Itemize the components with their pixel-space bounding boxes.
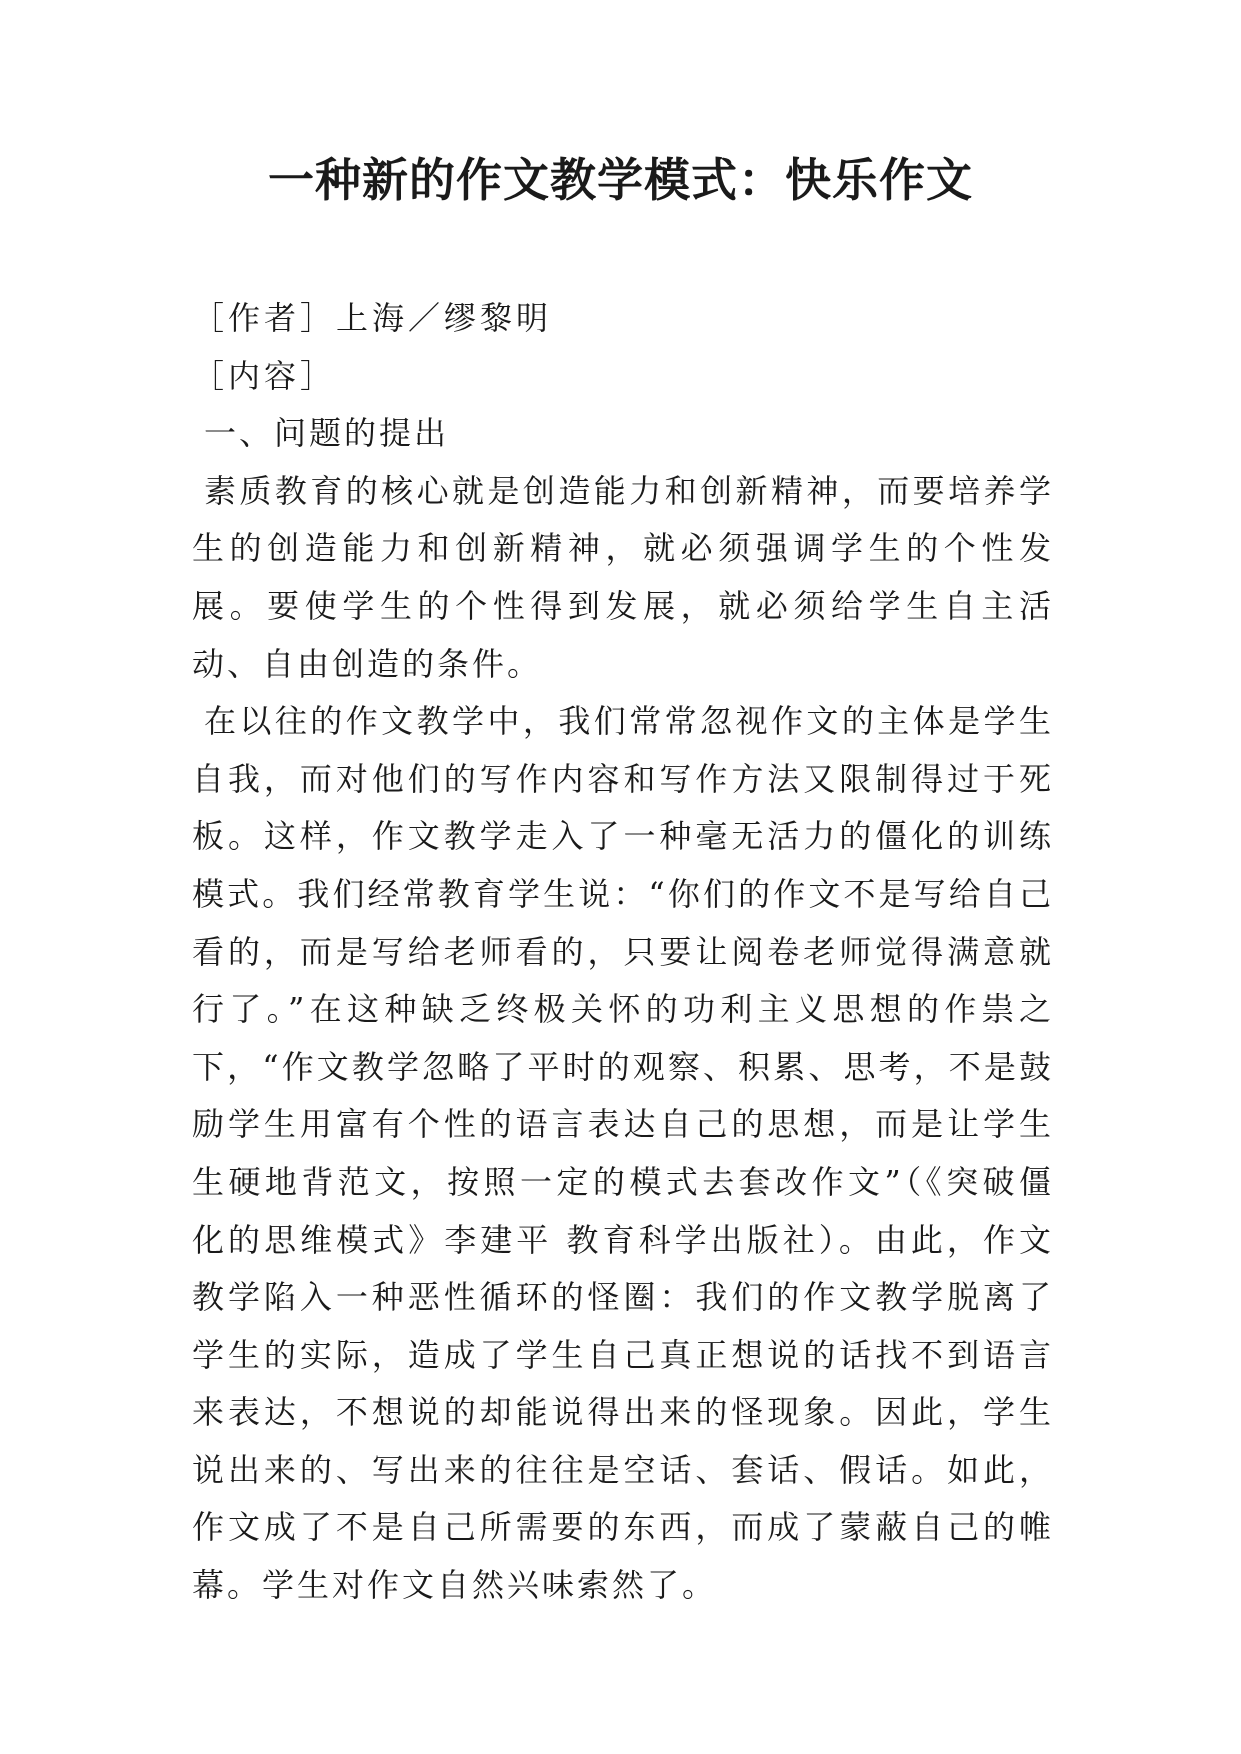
document-title: 一种新的作文教学模式：快乐作文 xyxy=(268,153,973,207)
author-line: ［作者］上海／缪黎明 xyxy=(192,299,553,337)
paragraph: 在以往的作文教学中，我们常常忽视作文的主体是学生自我，而对他们的写作内容和写作方法又限制得过于死板。这样，作文教学走入了一种毫无活力的僵化的训练模式。我们经常教育学生说：“你们的作文不是写给自己看的，而是写给老师看的，只要让阅卷老师觉得满意就行了。”在这种缺乏终极关怀的功利主义思想的作祟之下，“作文教学忽略了平时的观察、积累、思考，不是鼓励学生用富有个性的语言表达自己的思想，而是让学生生硬地背范文，按照一定的模式去套改作文”（《突破僵化的思维模式》李建平 教育科学出版社）。由此，作文教学陷入一种恶性循环的怪圈：我们的作文教学脱离了学生的实际，造成了学生自己真正想说的话找不到语言来表达，不想说的却能说得出来的怪现象。因此，学生说出来的、写出来的往往是空话、套话、假话。如此，作文成了不是自己所需要的东西，而成了蒙蔽自己的帷幕。学生对作文自然兴味索然了。 xyxy=(192,702,1054,1605)
paragraph: 素质教育的核心就是创造能力和创新精神，而要培养学生的创造能力和创新精神，就必须强调学生的个性发展。要使学生的个性得到发展，就必须给学生自主活动、自由创造的条件。 xyxy=(192,471,1054,683)
section-heading: 一、问题的提出 xyxy=(204,414,450,453)
document-body xyxy=(192,290,1054,1615)
content-label: ［内容］ xyxy=(192,356,337,395)
